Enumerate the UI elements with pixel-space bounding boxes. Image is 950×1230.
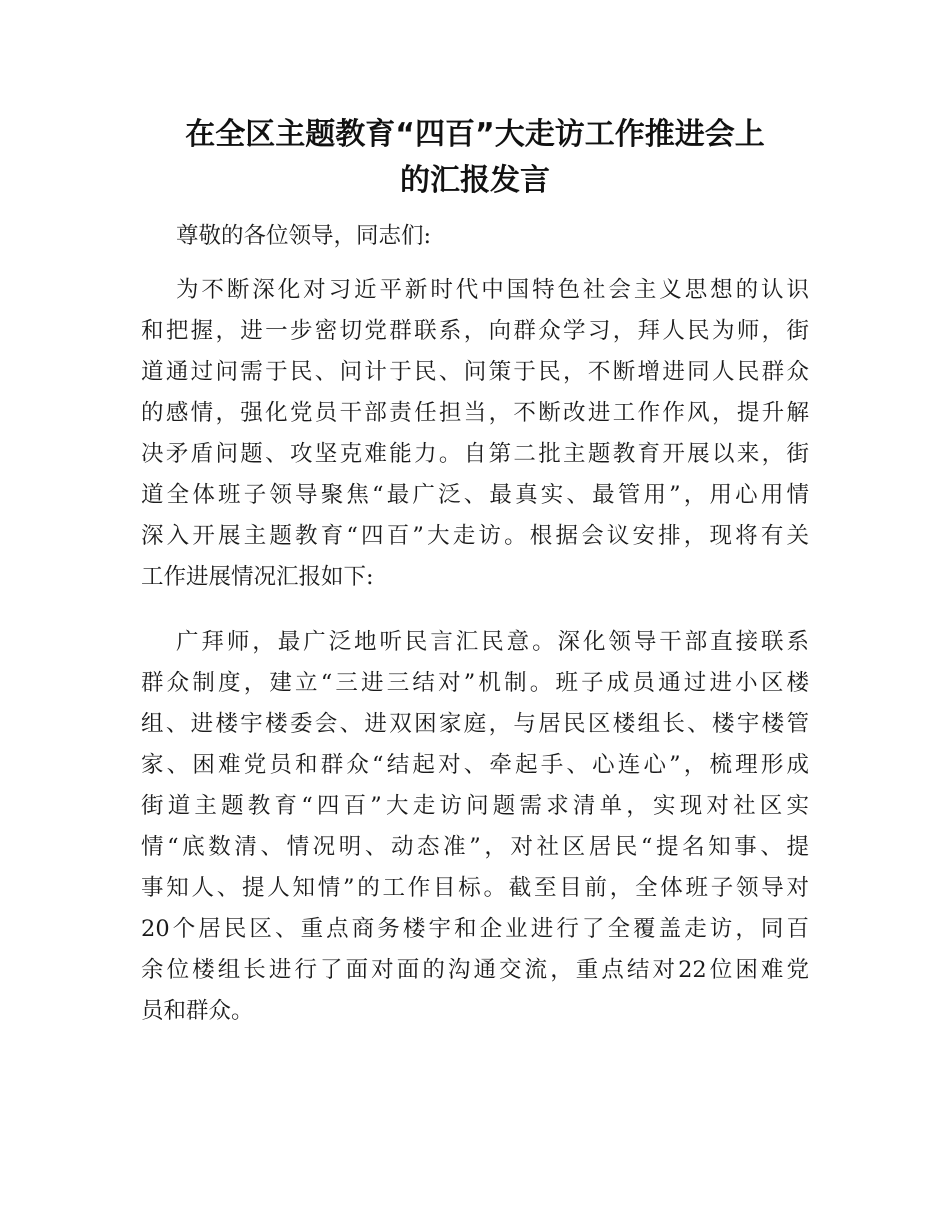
title-line-2: 的汇报发言 (400, 163, 550, 198)
paragraph-2-line-2: 群众制度，建立“三进三结对”机制。班子成员通过进小区楼 (141, 670, 809, 696)
paragraph-1-line-7: 深入开展主题教育“四百”大走访。根据会议安排，现将有关 (141, 523, 809, 549)
paragraph-2-line-7: 事知人、提人知情”的工作目标。截至目前，全体班子领导对 (141, 875, 809, 901)
document-title (130, 112, 820, 204)
paragraph-2-line-3: 组、进楼宇楼委会、进双困家庭，与居民区楼组长、楼宇楼管 (141, 711, 809, 737)
paragraph-2-line-10: 员和群众。 (141, 998, 254, 1024)
paragraph-2-line-4: 家、困难党员和群众“结起对、牵起手、心连心”，梳理形成 (141, 752, 809, 778)
paragraph-1-line-1: 为不断深化对习近平新时代中国特色社会主义思想的认识 (176, 277, 809, 303)
paragraph-1-line-6: 道全体班子领导聚焦“最广泛、最真实、最管用”，用心用情 (141, 482, 809, 508)
paragraph-2-line-5: 街道主题教育“四百”大走访问题需求清单，实现对社区实 (141, 793, 809, 819)
greeting: 尊敬的各位领导，同志们: (176, 223, 432, 249)
paragraph-2-line-6: 情“底数清、情况明、动态准”，对社区居民“提名知事、提 (141, 834, 809, 860)
paragraph-1-line-8: 工作进展情况汇报如下: (141, 564, 374, 590)
paragraph-1-line-4: 的感情，强化党员干部责任担当，不断改进工作作风，提升解 (141, 400, 809, 426)
paragraph-1-line-3: 道通过问需于民、问计于民、问策于民，不断增进同人民群众 (141, 359, 809, 385)
paragraph-1-line-2: 和把握，进一步密切党群联系，向群众学习，拜人民为师，街 (141, 318, 809, 344)
paragraph-2-line-1: 广拜师，最广泛地听民言汇民意。深化领导干部直接联系 (176, 629, 809, 655)
paragraph-2-line-8: 20个居民区、重点商务楼宇和企业进行了全覆盖走访，同百 (141, 916, 809, 942)
paragraph-2-line-9: 余位楼组长进行了面对面的沟通交流，重点结对22位困难党 (141, 957, 809, 983)
title-line-1: 在全区主题教育“四百”大走访工作推进会上 (185, 117, 765, 152)
paragraph-1-line-5: 决矛盾问题、攻坚克难能力。自第二批主题教育开展以来，街 (141, 441, 809, 467)
